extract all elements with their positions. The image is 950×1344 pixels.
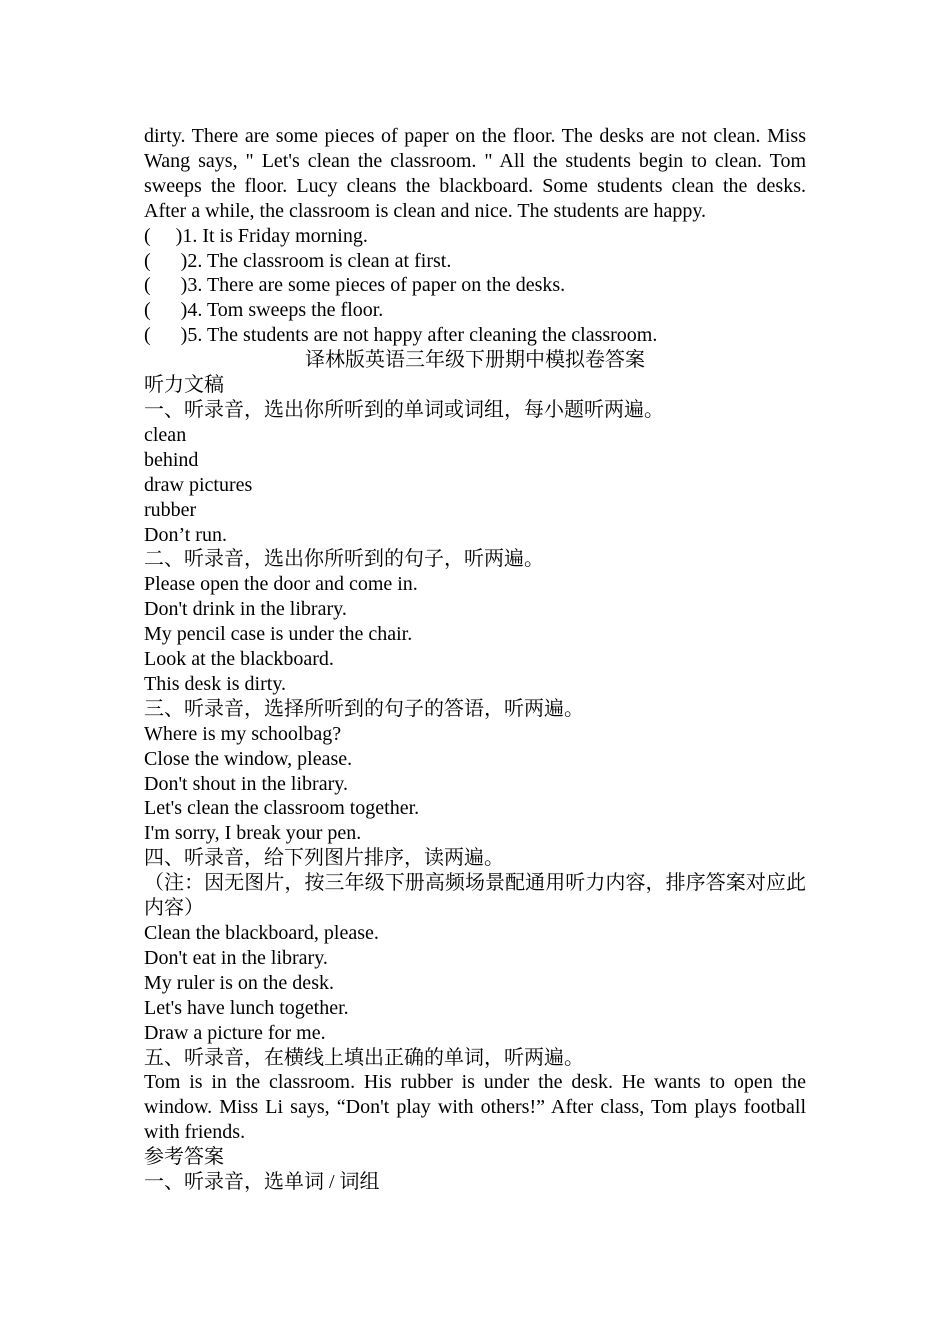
section4-item: Don't eat in the library. xyxy=(144,946,328,969)
section2-item: This desk is dirty. xyxy=(144,672,287,695)
section4-item: My ruler is on the desk. xyxy=(144,971,334,994)
section1-item: rubber xyxy=(144,498,197,521)
transcript-heading: 听力文稿 xyxy=(144,374,224,397)
question-3: ( )3. There are some pieces of paper on the desks. xyxy=(144,274,566,297)
section5-passage: Tom is in the classroom. His rubber is under the desk. He wants to open the window. Miss Li says, “Don't play with others!” After class, Tom plays football with friends. xyxy=(144,1071,806,1144)
question-2: ( )2. The classroom is clean at first. xyxy=(144,249,452,272)
section5-heading: 五、听录音，在横线上填出正确的单词，听两遍。 xyxy=(144,1046,584,1069)
section4-item: Clean the blackboard, please. xyxy=(144,922,379,944)
question-1: ( )1. It is Friday morning. xyxy=(144,224,368,247)
section2-item: Don't drink in the library. xyxy=(144,598,347,621)
section1-heading: 一、听录音，选出你所听到的单词或词组，每小题听两遍。 xyxy=(144,398,664,421)
section1-item: draw pictures xyxy=(144,473,253,496)
section3-heading: 三、听录音，选择所听到的句子的答语，听两遍。 xyxy=(144,697,584,720)
reference-heading: 参考答案 xyxy=(144,1146,224,1169)
section3-item: Let's clean the classroom together. xyxy=(144,797,420,820)
section4-note: （注：因无图片，按三年级下册高频场景配通用听力内容，排序答案对应此内容） xyxy=(144,872,806,920)
section4-item: Let's have lunch together. xyxy=(144,996,349,1019)
answer-title: 译林版英语三年级下册期中模拟卷答案 xyxy=(305,349,645,372)
section3-item: Where is my schoolbag? xyxy=(144,722,342,745)
document-page xyxy=(144,124,806,1195)
question-4: ( )4. Tom sweeps the floor. xyxy=(144,299,384,322)
section1-item: clean xyxy=(144,423,187,446)
section3-item: Close the window, please. xyxy=(144,747,353,770)
section2-item: Look at the blackboard. xyxy=(144,648,334,671)
section2-heading: 二、听录音，选出你所听到的句子，听两遍。 xyxy=(144,548,544,571)
section3-item: I'm sorry, I break your pen. xyxy=(144,822,362,845)
section2-item: Please open the door and come in. xyxy=(144,573,418,596)
section4-item: Draw a picture for me. xyxy=(144,1021,326,1044)
reading-passage: dirty. There are some pieces of paper on the floor. The desks are not clean. Miss Wang says, " Let's clean the classroom. " All the students begin to clean. Tom sweeps the floor. Lucy cleans the blackboard. Some students clean the desks. After a while, the classroom is clean and nice. The students are happy. xyxy=(144,125,806,222)
section2-item: My pencil case is under the chair. xyxy=(144,623,413,646)
section1-item: behind xyxy=(144,448,199,471)
section4-heading: 四、听录音，给下列图片排序，读两遍。 xyxy=(144,847,504,870)
reference-section1-heading: 一、听录音，选单词 / 词组 xyxy=(144,1171,380,1194)
question-5: ( )5. The students are not happy after cleaning the classroom. xyxy=(144,324,658,347)
section1-item: Don’t run. xyxy=(144,523,227,546)
section3-item: Don't shout in the library. xyxy=(144,772,348,795)
